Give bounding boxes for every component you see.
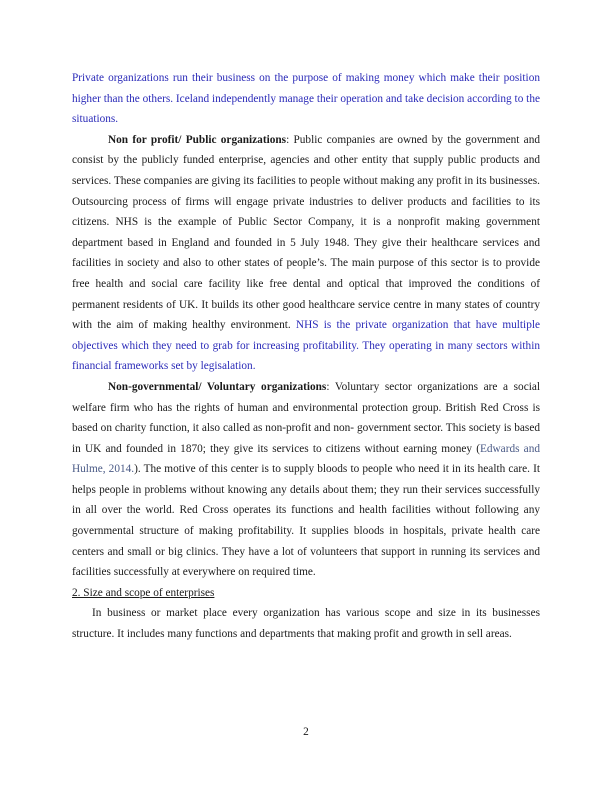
voluntary-organizations-text-b: ). The motive of this center is to supply bloods to people who need it in its health care. It helps people in problems without knowing any details about them; they run their services successfully in all over the world. Red Cross operates its functions and health facilities without following any governmental structure of making profitability. It supplies bloods in hospitals, private health care centers and small or big clinics. They have a lot of volunteers that support in running its services and facilities successfully at everywhere on required time.	[72, 463, 540, 579]
public-organizations-term: Non for profit/ Public organizations	[108, 133, 287, 146]
voluntary-organizations-paragraph	[72, 377, 540, 583]
document-body	[72, 68, 540, 645]
voluntary-organizations-term: Non-governmental/ Voluntary organizations	[108, 380, 327, 393]
size-scope-paragraph: In business or market place every organization has various scope and size in its businesses structure. It includes many functions and departments that making profit and growth in sell areas.	[72, 607, 540, 641]
public-organizations-text: : Public companies are owned by the government and consist by the publicly funded enterprise, agencies and other entity that supply public products and services. These companies are giving its facilities to people without making any profit in its businesses. Outsourcing process of firms will engage private industries to deliver products and facilities to its citizens. NHS is the example of Public Sector Company, it is a nonprofit making government department based in England and founded in 5 July 1948. They give their healthcare services and facilities in society and also to other states of people’s. The main purpose of this sector is to provide free health and social care facility like free dental and optical that improved the conditions of permanent residents of UK. It builds its other good healthcare service centre in many states of country with the aim of making healthy environment.	[72, 133, 540, 332]
section-heading: 2. Size and scope of enterprises	[72, 586, 215, 599]
page-number: 2	[303, 726, 309, 738]
public-organizations-paragraph	[72, 130, 540, 377]
private-organizations-paragraph: Private organizations run their business on the purpose of making money which make their position higher than the others. Iceland independently manage their operation and take decision according to the situations.	[72, 72, 540, 126]
nhs-highlight-text: NHS is the private organization that have multiple objectives which they need to grab for increasing profitability. They operating in many sectors within financial frameworks set by legisalation.	[72, 319, 540, 373]
voluntary-organizations-text-a: : Voluntary sector organizations are a social welfare firm who has the rights of human and environmental protection group. British Red Cross is based on charity function, it also called as non-profit and non- government sector. This society is based in UK and founded in 1870; they give its services to citizens without earning money (	[72, 380, 541, 455]
citation: Edwards and Hulme, 2014.	[72, 442, 540, 476]
